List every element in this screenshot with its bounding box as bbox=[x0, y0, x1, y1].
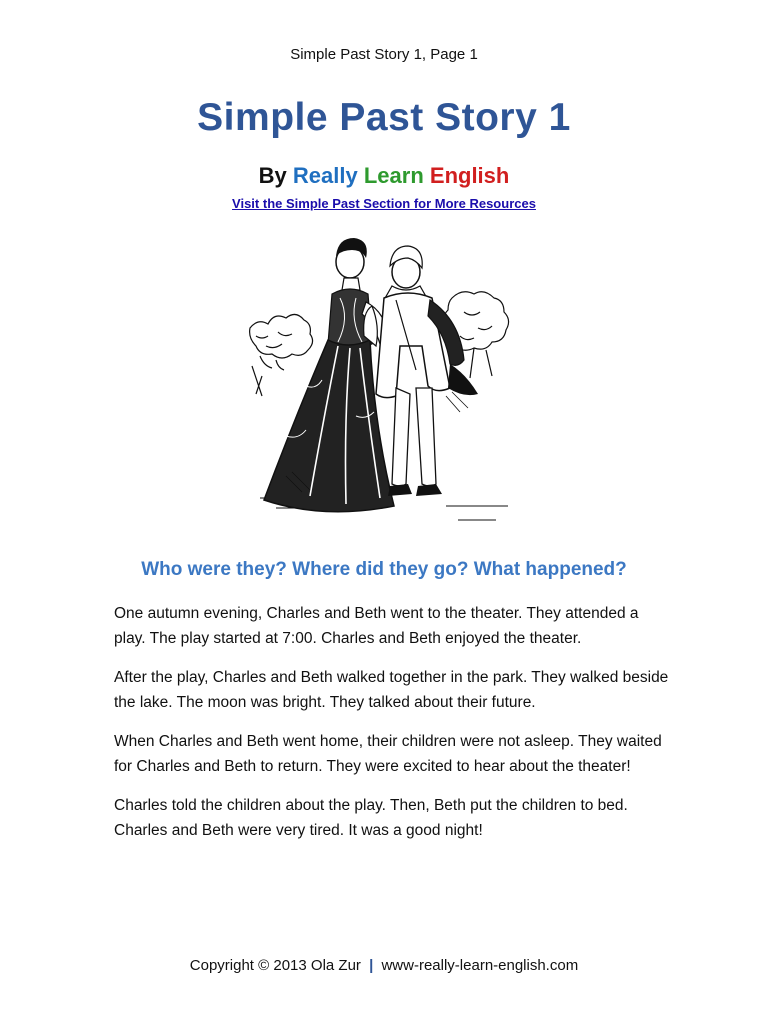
couple-engraving-illustration bbox=[246, 236, 522, 532]
story-body bbox=[114, 601, 674, 857]
page-footer bbox=[0, 957, 768, 974]
story-paragraph: Charles told the children about the play. Then, Beth put the children to bed. Charles and Beth were very tired. It was a good night! bbox=[114, 797, 628, 839]
woman-figure bbox=[264, 238, 394, 512]
byline-by: By bbox=[258, 163, 287, 188]
copyright-text: Copyright © 2013 Ola Zur bbox=[189, 957, 361, 974]
story-paragraph: When Charles and Beth went home, their children were not asleep. They waited for Charles and Beth to return. They were excited to hear about the theater! bbox=[114, 733, 662, 775]
page-title: Simple Past Story 1 bbox=[197, 96, 571, 139]
footer-separator: | bbox=[369, 957, 374, 974]
byline-learn: Learn bbox=[363, 163, 424, 188]
byline-english: English bbox=[429, 163, 510, 188]
resource-link-container bbox=[0, 196, 768, 211]
running-header: Simple Past Story 1, Page 1 bbox=[290, 46, 478, 63]
footer-website: www-really-learn-english.com bbox=[381, 957, 579, 974]
byline bbox=[0, 163, 768, 189]
byline-really: Really bbox=[292, 163, 358, 188]
story-paragraph: After the play, Charles and Beth walked together in the park. They walked beside the lake. The moon was bright. They talked about their future. bbox=[114, 669, 669, 711]
story-subheading: Who were they? Where did they go? What happened? bbox=[141, 559, 627, 580]
simple-past-resources-link[interactable]: Visit the Simple Past Section for More Resources bbox=[232, 196, 536, 211]
story-paragraph: One autumn evening, Charles and Beth went to the theater. They attended a play. The play started at 7:00. Charles and Beth enjoyed the theater. bbox=[114, 605, 639, 647]
foliage-left bbox=[250, 314, 313, 396]
